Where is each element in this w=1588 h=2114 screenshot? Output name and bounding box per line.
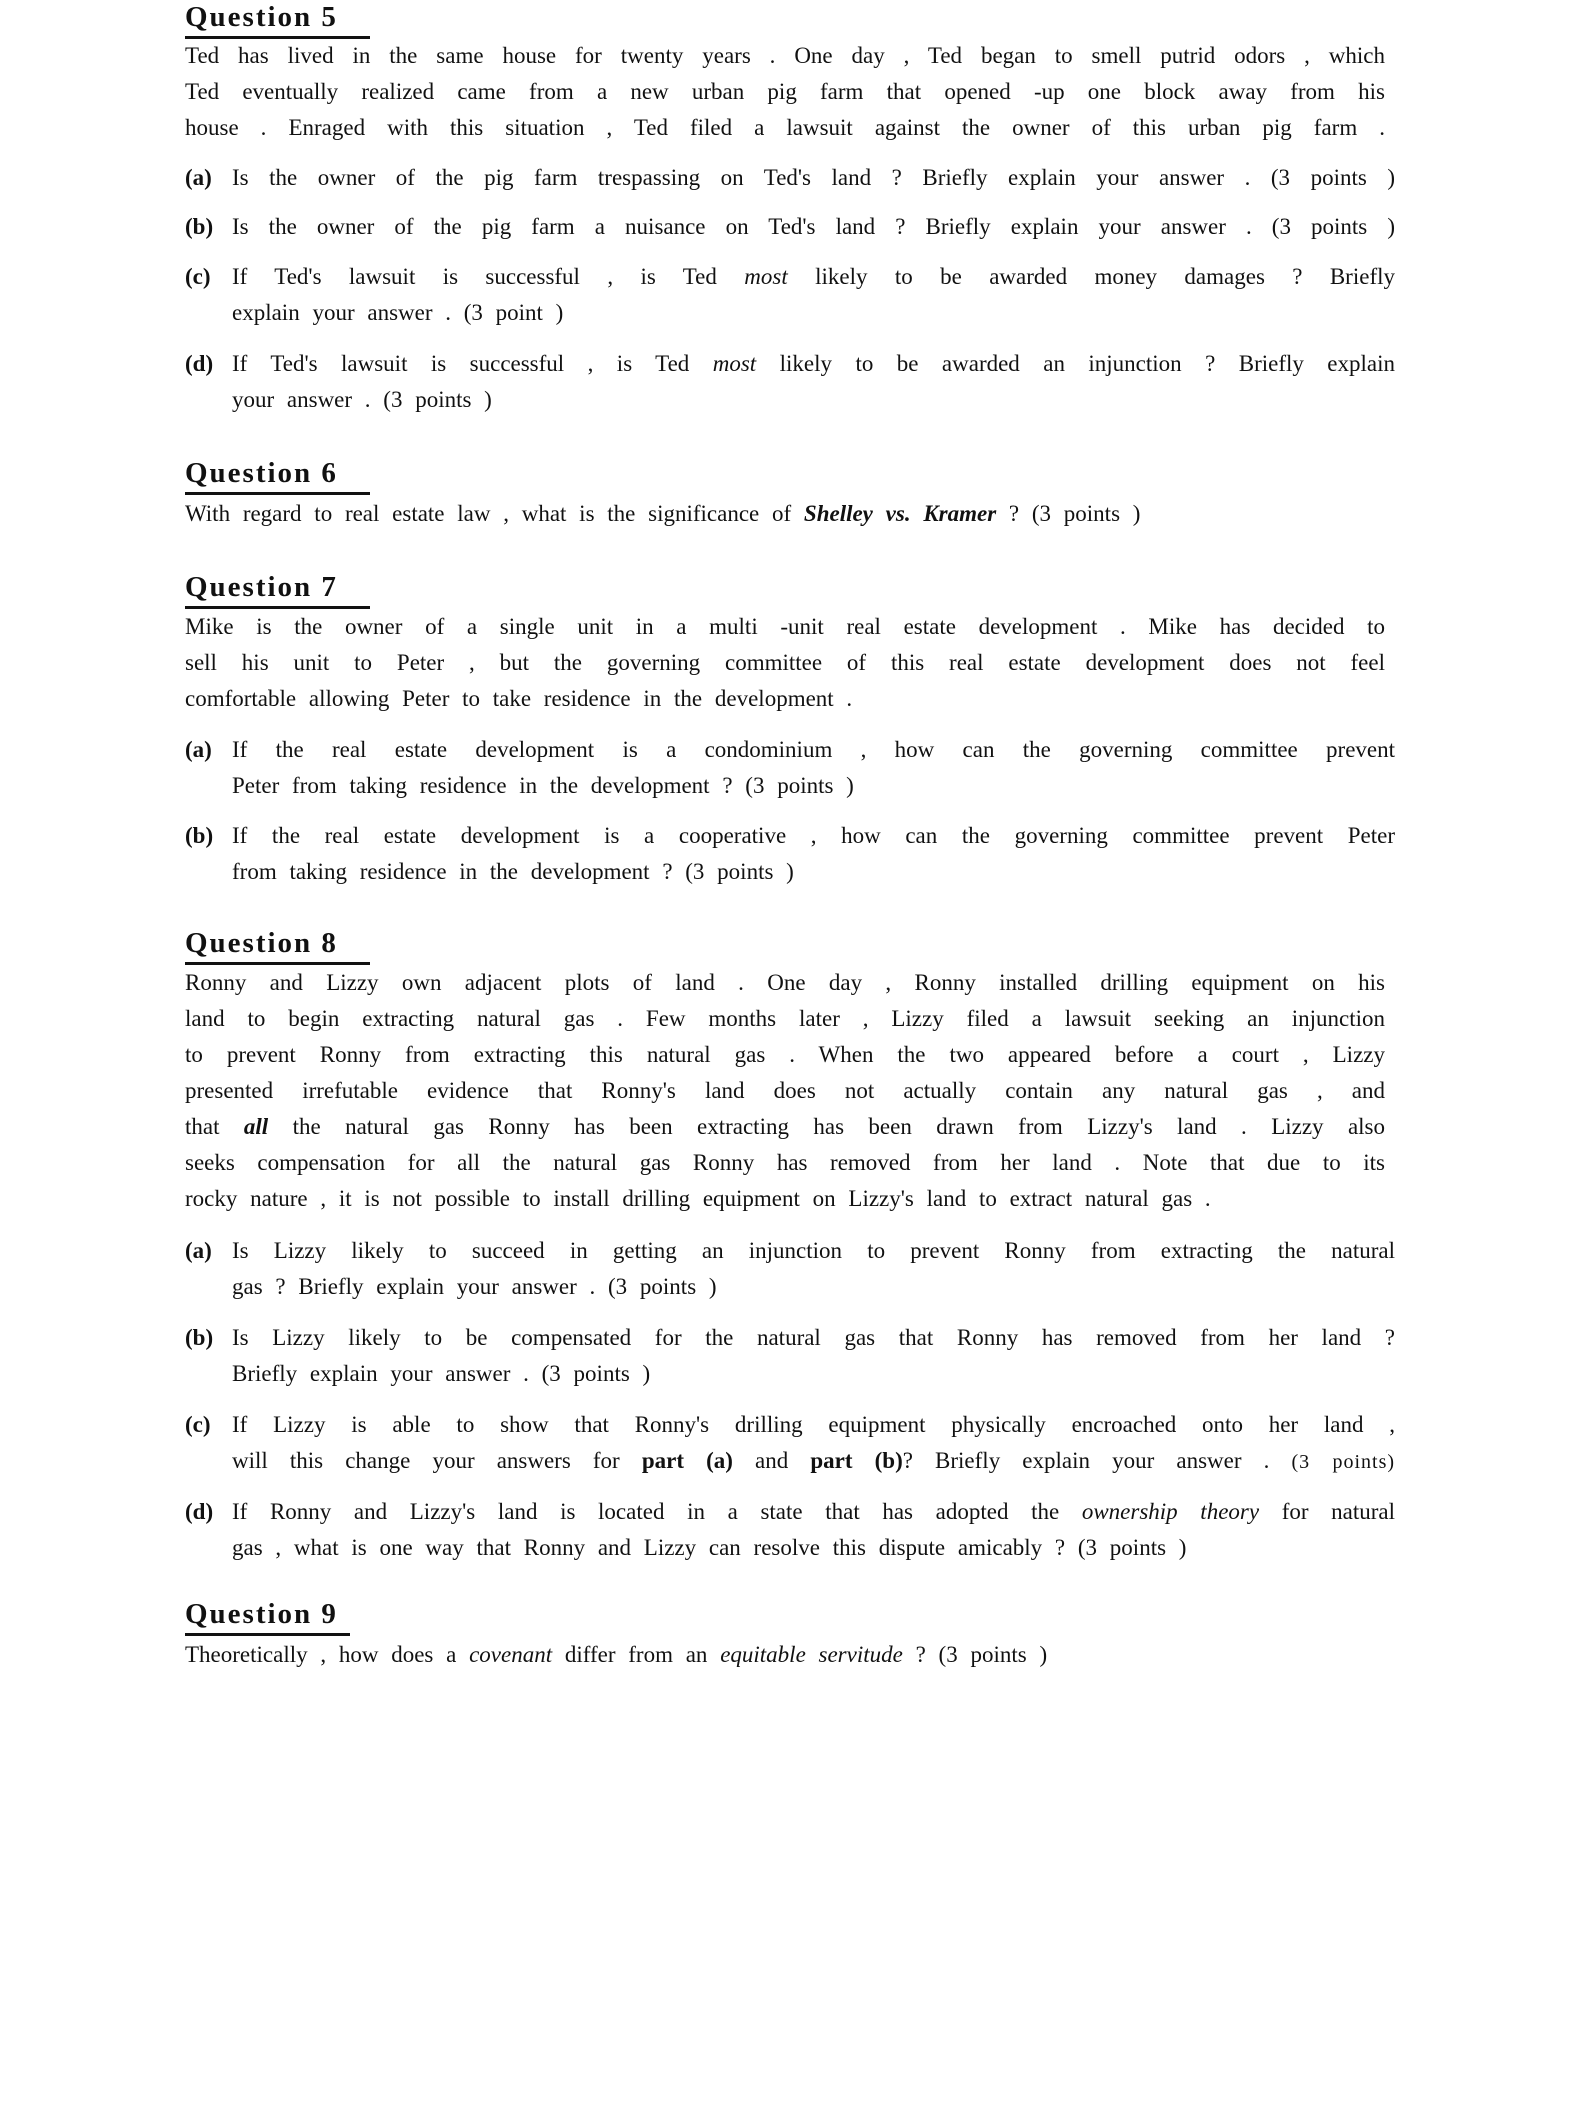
question-9-rule <box>185 1633 350 1636</box>
question-5-intro-line-3: house . Enraged with this situation , Ted filed a lawsuit against the owner of this urban pig farm . <box>185 115 1385 140</box>
question-5-part-c <box>185 259 1395 331</box>
part-label: (a) <box>185 165 212 190</box>
question-6-title: Question 6 <box>185 457 338 489</box>
part-label: (b) <box>185 1325 214 1350</box>
part-label: (c) <box>185 264 211 289</box>
part-text-line-2: your answer . (3 points ) <box>232 387 492 412</box>
case-name-shelley: Shelley <box>803 501 873 526</box>
part-text-line-2: Briefly explain your answer . (3 points ) <box>232 1361 651 1386</box>
question-9-title: Question 9 <box>185 1598 338 1630</box>
case-vs: vs. <box>885 501 911 526</box>
question-8-intro <box>185 965 1385 1217</box>
part-text-line-2: Peter from taking residence in the development ? (3 points ) <box>232 773 854 798</box>
part-text-line-1: If Ted's lawsuit is successful , is Ted most likely to be awarded money damages ? Briefly <box>232 264 1395 289</box>
part-label: (b) <box>185 214 214 239</box>
part-text-line-1: If the real estate development is a cooperative , how can the governing committee prevent Peter <box>232 823 1395 848</box>
part-text-line-1: Is Lizzy likely to be compensated for the natural gas that Ronny has removed from her land ? <box>232 1325 1395 1350</box>
question-7-intro-line-1: Mike is the owner of a single unit in a multi -unit real estate development . Mike has decided to <box>185 614 1385 639</box>
part-text-line-1: Is Lizzy likely to succeed in getting an injunction to prevent Ronny from extracting the natural <box>232 1238 1395 1263</box>
question-8-part-c <box>185 1407 1395 1480</box>
part-text-line-2: from taking residence in the development ? (3 points ) <box>232 859 794 884</box>
part-text-line-2: gas ? Briefly explain your answer . (3 points ) <box>232 1274 717 1299</box>
emphasis-most: most <box>712 351 757 376</box>
part-text-line-2: will this change your answers for part (a) and part (b)? Briefly explain your answer . (3 points) <box>232 1448 1396 1473</box>
part-text-line-1: If the real estate development is a condominium , how can the governing committee prevent <box>232 737 1395 762</box>
question-5-part-b <box>185 209 1395 245</box>
question-7-intro <box>185 609 1385 717</box>
emphasis-equitable-servitude: equitable servitude <box>720 1642 903 1667</box>
question-5-intro-line-2: Ted eventually realized came from a new urban pig farm that opened -up one block away from his <box>185 79 1385 104</box>
question-9-text: Theoretically , how does a covenant differ from an equitable servitude ? (3 points ) <box>185 1642 1048 1667</box>
question-5-title: Question 5 <box>185 1 338 33</box>
question-8-part-a <box>185 1233 1395 1305</box>
part-label: (a) <box>185 1238 212 1263</box>
part-b-ref: part (b) <box>810 1448 903 1473</box>
question-8-intro-line-6: seeks compensation for all the natural gas Ronny has removed from her land . Note that due to its <box>185 1150 1385 1175</box>
question-7-part-a <box>185 732 1395 804</box>
emphasis-ownership-theory: ownership theory <box>1081 1499 1260 1524</box>
question-8-intro-line-3: to prevent Ronny from extracting this natural gas . When the two appeared before a court , Lizzy <box>185 1042 1385 1067</box>
case-name-kramer: Kramer <box>923 501 997 526</box>
question-7-part-b <box>185 818 1395 890</box>
question-8-part-d <box>185 1494 1395 1566</box>
part-label: (a) <box>185 737 212 762</box>
question-7-intro-line-3: comfortable allowing Peter to take residence in the development . <box>185 686 853 711</box>
question-7-title: Question 7 <box>185 571 338 603</box>
question-8-intro-line-2: land to begin extracting natural gas . Few months later , Lizzy filed a lawsuit seeking an injunction <box>185 1006 1385 1031</box>
part-text-line-2: gas , what is one way that Ronny and Lizzy can resolve this dispute amicably ? (3 points ) <box>232 1535 1187 1560</box>
question-5-intro <box>185 38 1385 146</box>
part-label: (d) <box>185 1499 214 1524</box>
question-6-text: With regard to real estate law , what is the significance of Shelley vs. Kramer ? (3 points ) <box>185 501 1141 526</box>
question-7-intro-line-2: sell his unit to Peter , but the governing committee of this real estate development does not feel <box>185 650 1385 675</box>
part-text: Is the owner of the pig farm trespassing on Ted's land ? Briefly explain your answer . (3 points ) <box>232 165 1395 190</box>
question-8-title: Question 8 <box>185 927 338 959</box>
part-text-line-1: If Ted's lawsuit is successful , is Ted most likely to be awarded an injunction ? Briefly explain <box>232 351 1395 376</box>
question-5-part-a <box>185 160 1395 196</box>
part-label: (b) <box>185 823 214 848</box>
part-text: Is the owner of the pig farm a nuisance on Ted's land ? Briefly explain your answer . (3 points ) <box>232 214 1395 239</box>
question-6-rule <box>185 492 370 495</box>
emphasis-all: all <box>243 1114 269 1139</box>
question-8-intro-line-1: Ronny and Lizzy own adjacent plots of land . One day , Ronny installed drilling equipment on his <box>185 970 1385 995</box>
question-8-intro-line-5: that all the natural gas Ronny has been extracting has been drawn from Lizzy's land . Lizzy also <box>185 1114 1386 1139</box>
part-label: (d) <box>185 351 214 376</box>
part-text-line-2: explain your answer . (3 point ) <box>232 300 564 325</box>
part-label: (c) <box>185 1412 211 1437</box>
emphasis-covenant: covenant <box>469 1642 553 1667</box>
part-a-ref: part (a) <box>641 1448 733 1473</box>
question-5-intro-line-1: Ted has lived in the same house for twenty years . One day , Ted began to smell putrid odors , which <box>185 43 1385 68</box>
question-8-part-b <box>185 1320 1395 1392</box>
points-label: (3 points) <box>1291 1451 1396 1473</box>
part-text-line-1: If Lizzy is able to show that Ronny's drilling equipment physically encroached onto her land , <box>232 1412 1395 1437</box>
part-text-line-1: If Ronny and Lizzy's land is located in a state that has adopted the ownership theory for natural <box>232 1499 1396 1524</box>
question-8-intro-line-4: presented irrefutable evidence that Ronny's land does not actually contain any natural gas , and <box>185 1078 1385 1103</box>
emphasis-most: most <box>744 264 788 289</box>
question-5-part-d <box>185 346 1395 418</box>
question-8-intro-line-7: rocky nature , it is not possible to install drilling equipment on Lizzy's land to extract natural gas . <box>185 1186 1211 1211</box>
